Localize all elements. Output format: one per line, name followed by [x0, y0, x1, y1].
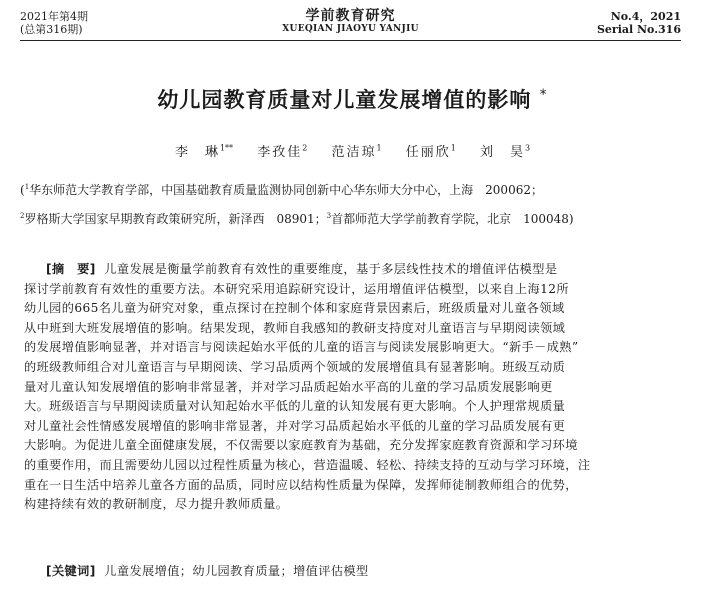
abstract-line: 重在一日生活中培养儿童各方面的品质，同时应以结构性质量为保障，发挥师徒制教师组合的优势，: [24, 477, 578, 492]
running-header: [20, 8, 681, 38]
title-text: 幼儿园教育质量对儿童发展增值的影响: [157, 88, 532, 112]
abstract-line: 探讨学前教育有效性的重要方法。本研究采用追踪研究设计，运用增值评估模型，以来自上海12所: [24, 281, 569, 296]
abstract-line: [摘 要] 儿童发展是衡量学前教育有效性的重要维度，基于多层线性技术的增值评估模型是: [46, 262, 558, 276]
abstract: [24, 260, 682, 515]
abstract-line: 的发展增值影响显著，并对语言与阅读起始水平低的儿童的语言与阅读发展影响更大。“新手－成熟”: [24, 340, 579, 355]
abstract-line: 构建持续有效的教研制度，尽力提升教师质量。: [24, 497, 289, 512]
journal-name: 学前教育研究: [305, 8, 396, 24]
abstract-label: [摘 要]: [46, 262, 96, 276]
author: 李孜佳$^2$: [257, 143, 308, 160]
abstract-line: 的班级教师组合对儿童语言与早期阅读、学习品质两个领域的发展增值具有显著影响。班级互动质: [24, 359, 566, 374]
serial-number: Serial No.316: [596, 23, 681, 36]
abstract-line: 对儿童社会性情感发展增值的影响非常显著，并对学习品质起始水平低的儿童的学习品质发展有更: [24, 418, 566, 433]
abstract-line: 大。班级语言与早期阅读质量对认知起始水平低的儿童的认知发展有更大影响。个人护理常规质量: [24, 399, 566, 414]
journal-pinyin: XUEQIAN JIAOYU YANJIU: [282, 24, 419, 34]
affiliation-line: $^2$罗格斯大学国家早期教育政策研究所，新泽西 08901；$^3$首都师范大学学前教育学院，北京 100048): [20, 212, 574, 226]
issue-number-en: No.4，2021: [610, 10, 681, 23]
serial-info: [597, 10, 681, 36]
journal-masthead: [20, 8, 681, 35]
header-rule: [20, 40, 681, 41]
author-list: [0, 141, 705, 160]
author: 范洁琼$^1$: [331, 143, 382, 160]
issue-total: (总第316期): [20, 23, 83, 36]
keywords-text: 儿童发展增值；幼儿园教育质量；增值评估模型: [104, 564, 369, 578]
abstract-line: 从中班到大班发展增值的影响。结果发现，教师自我感知的教研支持度对儿童语言与早期阅读领域: [24, 320, 566, 335]
title-footnote-marker: *: [539, 87, 548, 103]
keywords-label: [关键词]: [46, 564, 96, 578]
author: 李 琳$^{1**}$: [174, 143, 234, 160]
author: 任丽欣$^1$: [405, 143, 456, 160]
abstract-line: 的重要作用，而且需要幼儿园以过程性质量为核心，营造温暖、轻松、持续支持的互动与学习环境，注: [24, 457, 591, 472]
keywords: [46, 562, 369, 579]
article-title: [0, 84, 705, 114]
issue-number: 2021年第4期: [20, 10, 88, 23]
abstract-line: 大影响。为促进儿童全面健康发展，不仅需要以家庭教育为基础，充分发挥家庭教育资源和学习环境: [24, 438, 578, 453]
abstract-line: 量对儿童认知发展增值的影响非常显著，并对学习品质起始水平高的儿童的学习品质发展影响更: [24, 379, 553, 394]
author: 刘 昊$^3$: [479, 143, 531, 160]
abstract-line: 幼儿园的665名儿童为研究对象，重点探讨在控制个体和家庭背景因素后，班级质量对儿童各领域: [24, 301, 565, 316]
affiliation-line: ($^1$华东师范大学教育学部，中国基础教育质量监测协同创新中心华东师大分中心，上海 200062；: [20, 183, 543, 197]
